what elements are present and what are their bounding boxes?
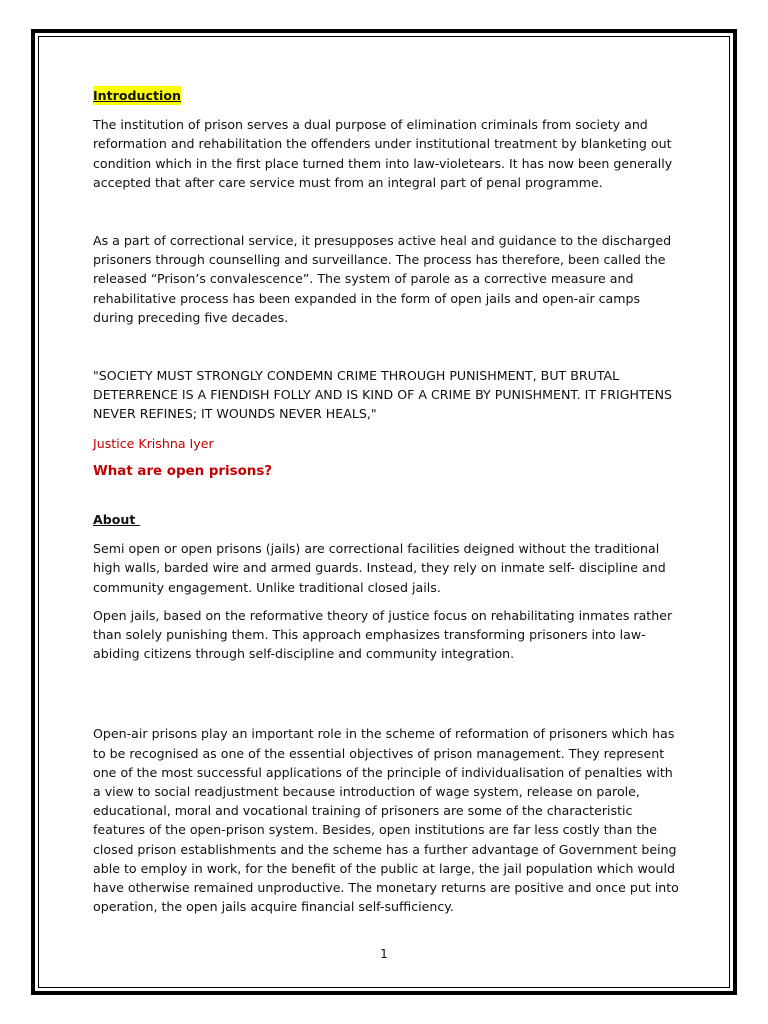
introduction-heading: Introduction <box>93 88 181 103</box>
quote-text: "SOCIETY MUST STRONGLY CONDEMN CRIME THROUGH PUNISHMENT, BUT BRUTAL DETERRENCE IS A FIENDISH FOLLY AND IS KIND OF A CRIME BY PUNISHMENT. IT FRIGHTENS NEVER REFINES; IT WOUNDS NEVER HEALS," <box>93 368 673 422</box>
paragraph-semi-open: Semi open or open prisons (jails) are correctional facilities deigned without the traditional high walls, barded wire and armed guards. Instead, they rely on inmate self- discipline and community engagement. Unlike traditional closed jails. <box>93 541 666 595</box>
open-prisons-heading: What are open prisons? <box>93 463 273 479</box>
paragraph-institution: The institution of prison serves a dual purpose of elimination criminals from society and reformation and rehabilitation the offenders under institutional treatment by blanketing out condition which in the first place turned them into law-violetears. It has now been generally accepted that after care service must from an integral part of penal programme. <box>93 117 673 190</box>
page-number: 1 <box>380 947 388 961</box>
about-heading: About <box>93 512 140 528</box>
paragraph-correctional-service: As a part of correctional service, it presupposes active heal and guidance to the discharged prisoners through counselling and surveillance. The process has therefore, been called the released “Prison’s convalescence”. The system of parole as a corrective measure and rehabilitative process has been expanded in the form of open jails and open-air camps during preceding five decades. <box>93 233 672 325</box>
paragraph-open-air: Open-air prisons play an important role in the scheme of reformation of prisoners which has to be recognised as one of the essential objectives of prison management. They represent one of the most successful applications of the principle of individualisation of penalties with a view to social readjustment because introduction of wage system, release on parole, educational, moral and vocational training of prisoners are some of the characteristic features of the open-prison system. Besides, open institutions are far less costly than the closed prison establishments and the scheme has a further advantage of Government being able to employ in work, for the benefit of the public at large, the jail population which would have otherwise remained unproductive. The monetary returns are positive and once put into operation, the open jails acquire financial self-sufficiency. <box>93 726 679 915</box>
paragraph-open-jails: Open jails, based on the reformative theory of justice focus on rehabilitating inmates rather than solely punishing them. This approach emphasizes transforming prisoners into law-abiding citizens through self-discipline and community integration. <box>93 607 673 662</box>
quote-author: Justice Krishna Iyer <box>93 435 214 451</box>
document-body <box>93 86 683 917</box>
